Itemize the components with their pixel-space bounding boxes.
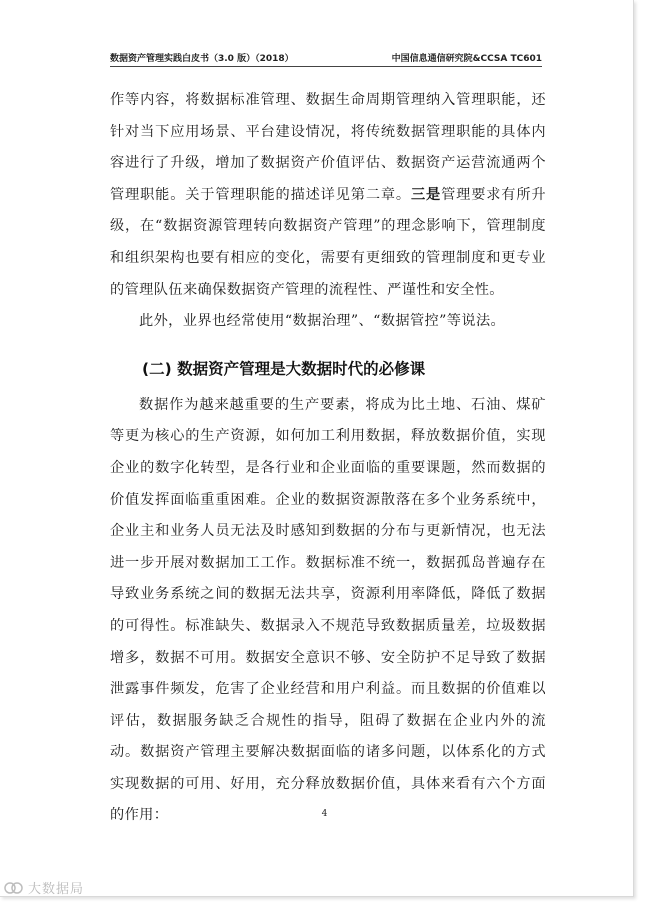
logo-icon [4,880,24,896]
watermark-text: 大数据局 [28,882,85,897]
emphasis-third-point: 三是 [410,186,442,203]
paragraph-management-functions [110,85,546,306]
header-title: 数据资产管理实践白皮书（3.0 版）（2018） [110,54,294,64]
page-body [110,85,546,832]
watermark [4,878,84,897]
header-divider [110,66,542,67]
header-publisher: 中国信息通信研究院&CCSA TC601 [391,54,542,64]
paragraph-text: 作等内容，将数据标准管理、数据生命周期管理纳入管理职能，还针对当下应用场景、平台建设情况，将传统数据管理职能的具体内容进行了升级，增加了数据资产价值评估、数据资产运营流通两个管理职能。关于管理职能的描述详见第二章。 [110,92,546,203]
paragraph-data-asset-importance: 数据作为越来越重要的生产要素，将成为比土地、石油、煤矿等更为核心的生产资源，如何加工利用数据，释放数据价值，实现企业的数字化转型，是各行业和企业面临的重要课题，然而数据的价值发挥面临重重困难。企业的数据资源散落在多个业务系统中，企业主和业务人员无法及时感知到数据的分布与更新情况，也无法进一步开展对数据加工工作。数据标准不统一，数据孤岛普遍存在导致业务系统之间的数据无法共享，资源利用率降低，降低了数据的可得性。标准缺失、数据录入不规范导致数据质量差，垃圾数据增多，数据不可用。数据安全意识不够、安全防护不足导致了数据泄露事件频发，危害了企业经营和用户利益。而且数据的价值难以评估，数据服务缺乏合规性的指导，阻碍了数据在企业内外的流动。数据资产管理主要解决数据面临的诸多问题，以体系化的方式实现数据的可用、好用，充分释放数据价值，具体来看有六个方面的作用： [110,396,546,824]
page-header [110,48,542,64]
paragraph-text-continued: 管理要求有所升级，在“数据资源管理转向数据资产管理”的理念影响下，管理制度和组织架构也要有相应的变化，需要有更细致的管理制度和更专业的管理队伍来确保数据资产管理的流程性、严谨性和安全性。 [110,186,546,298]
page-number: 4 [321,809,328,819]
section-heading: (二) 数据资产管理是大数据时代的必修课 [142,359,426,378]
paragraph-terminology: 此外，业界也经常使用“数据治理”、“数据管控”等说法。 [139,313,506,330]
